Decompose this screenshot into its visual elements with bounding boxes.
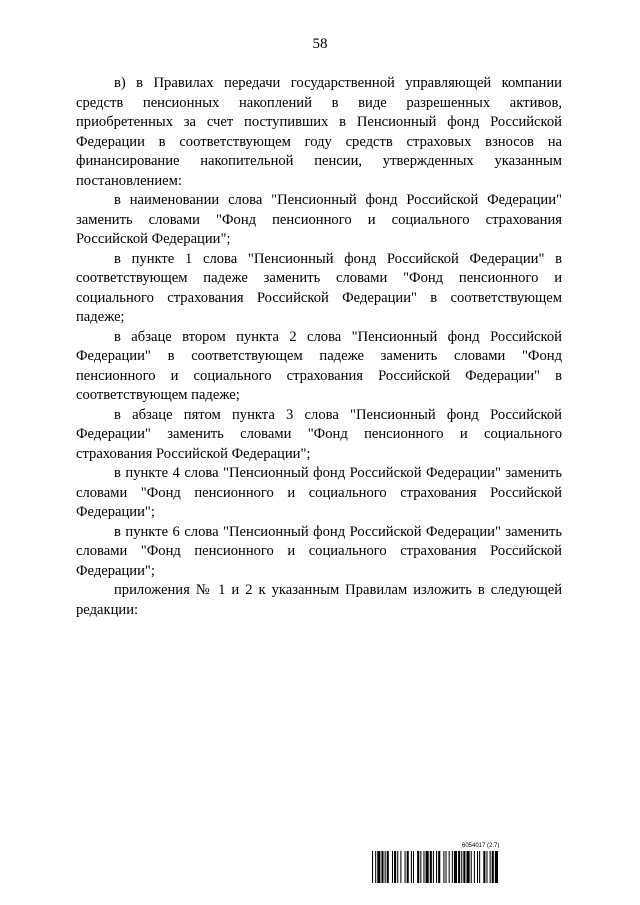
barcode-image	[372, 851, 590, 883]
paragraph-point-4: в пункте 4 слова "Пенсионный фонд Российской Федерации" заменить словами "Фонд пенсионного и социального страхования Российской Федерации";	[76, 465, 562, 520]
paragraph-point-2: в абзаце втором пункта 2 слова "Пенсионный фонд Российской Федерации" в соответствующем падеже заменить словами "Фонд пенсионного и социального страхования Российской Федерации" в соответствующем падеже;	[76, 328, 562, 403]
paragraph-point-3: в абзаце пятом пункта 3 слова "Пенсионный фонд Российской Федерации" заменить словами "Фонд пенсионного и социального страхования Российской Федерации";	[76, 406, 562, 462]
paragraph-appendices: приложения № 1 и 2 к указанным Правилам изложить в следующей редакции:	[76, 582, 562, 618]
paragraph-point-1: в пункте 1 слова "Пенсионный фонд Российской Федерации" в соответствующем падеже заменить словами "Фонд пенсионного и социального страхования Российской Федерации" в соответствующем падеже;	[76, 250, 562, 325]
paragraph-name-change: в наименовании слова "Пенсионный фонд Российской Федерации" заменить словами "Фонд пенсионного и социального страхования Российской Федерации";	[76, 192, 562, 247]
page-number: 58	[312, 36, 328, 52]
barcode-block	[372, 842, 590, 884]
paragraph-point-6: в пункте 6 слова "Пенсионный фонд Российской Федерации" заменить словами "Фонд пенсионного и социального страхования Российской Федерации";	[76, 523, 562, 579]
document-body	[76, 74, 562, 620]
paragraph-rules-intro: в) в Правилах передачи государственной управляющей компании средств пенсионных накоплений в виде разрешенных активов, приобретенных за счет поступивших в Пенсионный фонд Российской Федерации в соответствующем году средств страховых взносов на финансирование накопительной пенсии, утвержденных указанным постановлением:	[76, 75, 562, 189]
barcode-caption: 6054017 (2.7)	[462, 843, 500, 849]
